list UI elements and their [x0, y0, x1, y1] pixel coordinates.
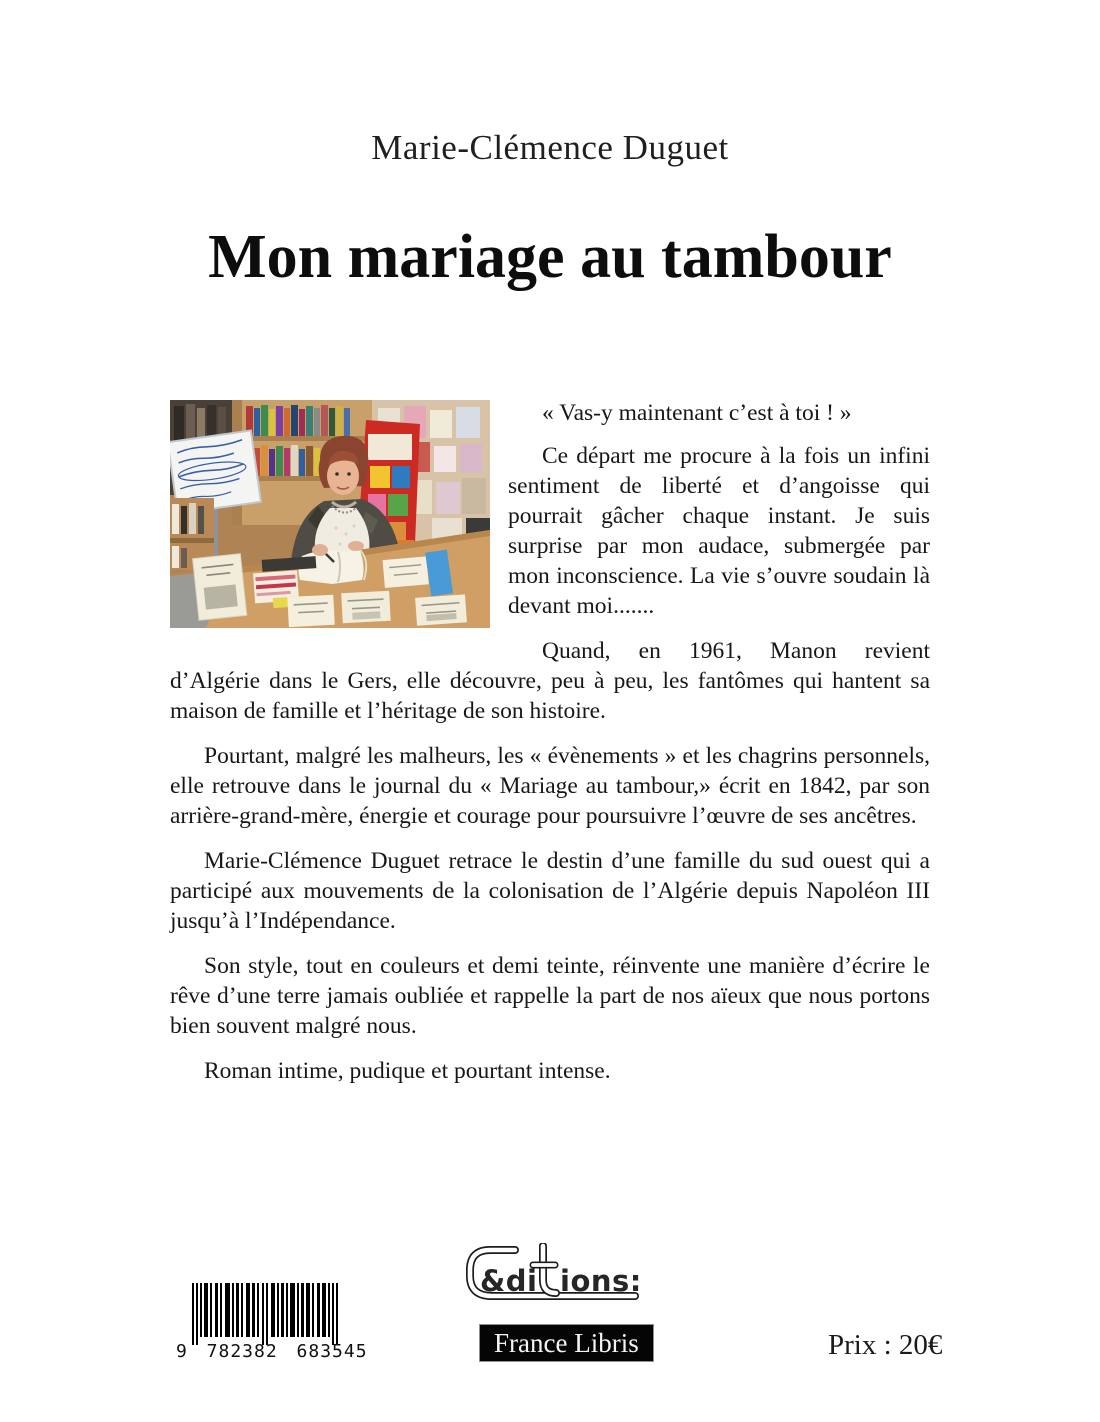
- publisher-logo: [463, 1243, 645, 1307]
- blurb-paragraph-1: Quand, en 1961, Manon revient d’Algérie dans le Gers, elle découvre, peu à peu, les fantômes qui hantent sa maison de famille et l’héritage de son histoire.: [170, 638, 930, 724]
- author-photo: [170, 400, 490, 628]
- author-name: Marie-Clémence Duguet: [371, 128, 729, 167]
- bookstore-scene-illustration: [170, 400, 490, 628]
- isbn-digits: 9 782382 683545: [176, 1341, 368, 1362]
- imprint-france-libris: France Libris: [479, 1324, 654, 1362]
- barcode-bars: [192, 1283, 338, 1345]
- logo-text-right: ions:: [560, 1264, 642, 1298]
- logo-text-left: &di: [480, 1264, 538, 1298]
- blurb-paragraph-4: Son style, tout en couleurs et demi teinte, réinvente une manière d’écrire le rêve d’une terre jamais oubliée et rappelle la part de nos aïeux que nous portons bien souvent malgré nous.: [170, 953, 930, 1039]
- blurb: [170, 398, 930, 1101]
- blurb-paragraph-3: Marie-Clémence Duguet retrace le destin d’une famille du sud ouest qui a participé aux mouvements de la colonisation de l’Algérie depuis Napoléon III jusqu’à l’Indépendance.: [170, 848, 930, 934]
- blurb-quote: « Vas-y maintenant c’est à toi ! »: [542, 400, 852, 426]
- blurb-paragraph-5: Roman intime, pudique et pourtant intense.: [204, 1058, 611, 1084]
- editions-logo-icon: [463, 1243, 645, 1307]
- blurb-paragraph-2: Pourtant, malgré les malheurs, les « évènements » et les chagrins personnels, elle retrouve dans le journal du « Mariage au tambour,» écrit en 1842, par son arrière-grand-mère, énergie et courage pour poursuivre l’œuvre de ses ancêtres.: [170, 743, 930, 829]
- price-label: Prix : 20€: [828, 1329, 943, 1361]
- book-title: Mon mariage au tambour: [208, 223, 892, 291]
- blurb-paragraph-intro: Ce départ me procure à la fois un infini sentiment de liberté et d’angoisse qui pourrait gâcher chaque instant. Je suis surprise par mon audace, submergée par mon inconscience. La vie s’ouvre soudain là devant moi.......: [508, 443, 930, 619]
- isbn-barcode: [176, 1283, 368, 1362]
